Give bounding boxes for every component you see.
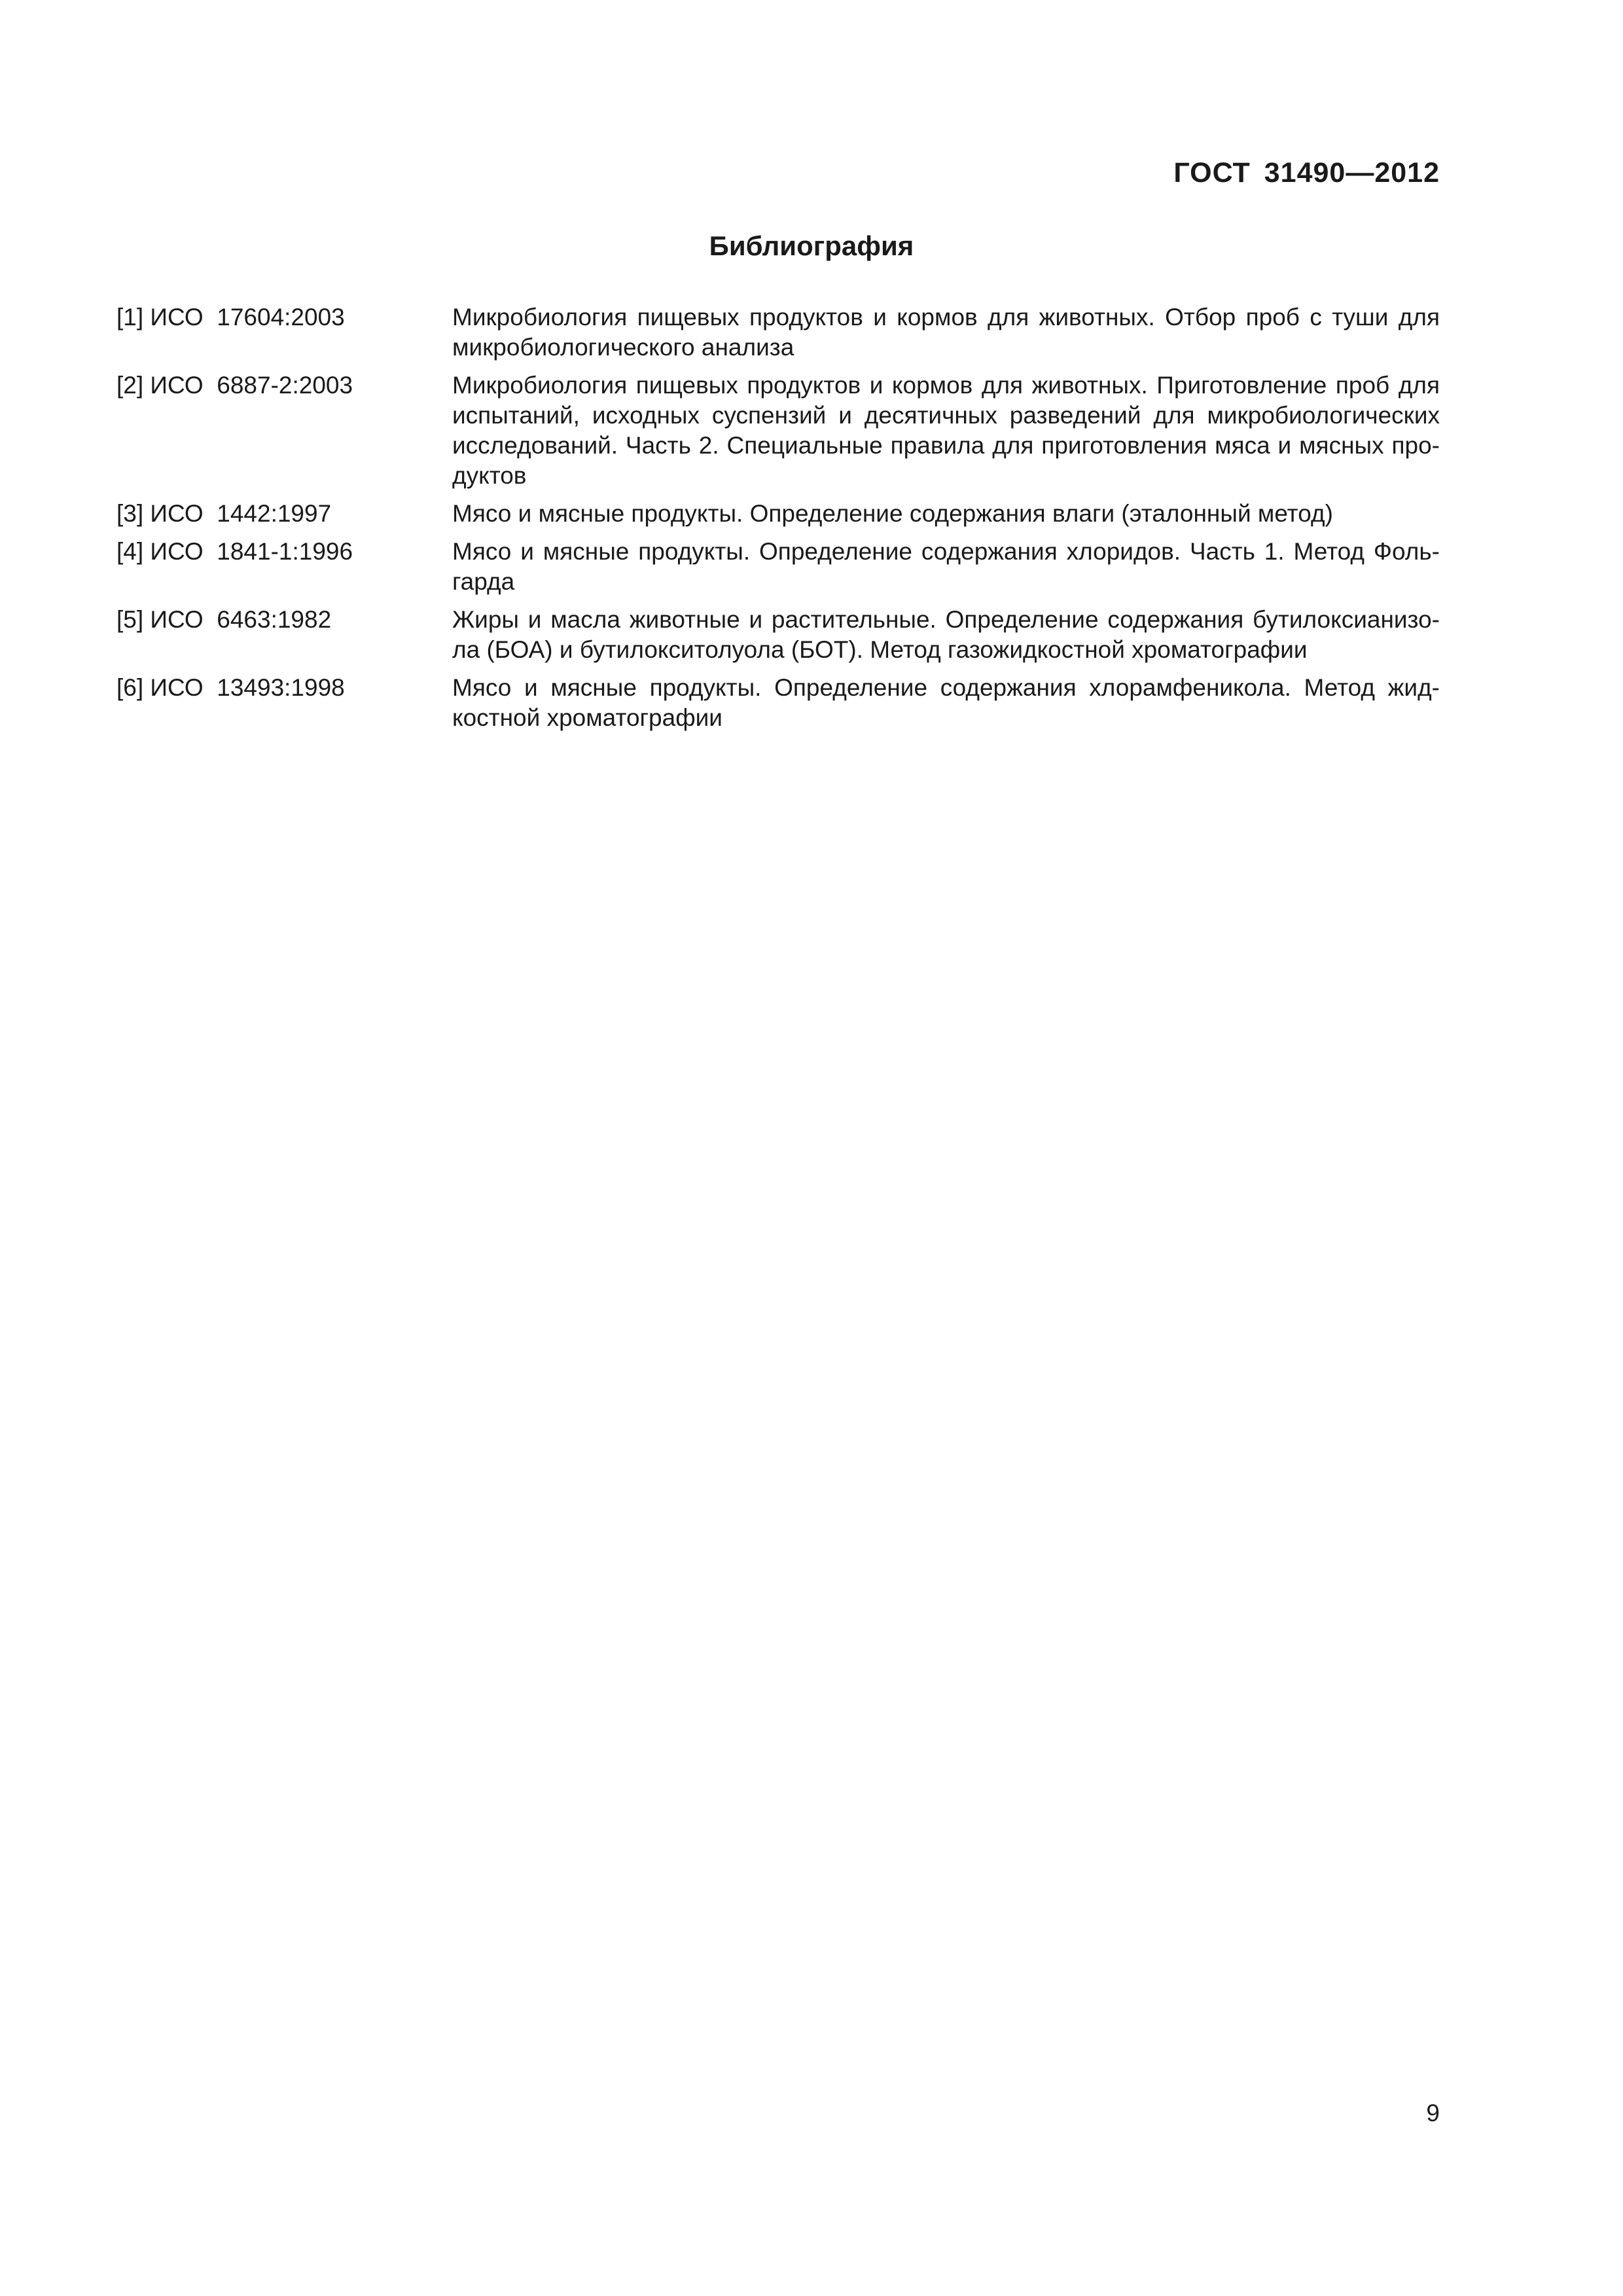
bibliography-ref: [1] ИСО 17604:2003: [116, 304, 345, 331]
bibliography-title: Микробиология пищевых продуктов и кормов для животных. Отбор проб с туши для микробиологического анализа: [452, 304, 1440, 361]
bibliography-title: Жиры и масла животные и растительные. Определение содержания бутилоксианизола (БОА) и бутилокситолуола (БОТ). Метод газожидкостной хроматографии: [452, 606, 1440, 663]
bibliography-ref: [5] ИСО 6463:1982: [116, 606, 332, 633]
page-number: 9: [1426, 2100, 1440, 2126]
bibliography-item-5: [116, 605, 1440, 665]
bibliography-list: [116, 302, 1440, 741]
bibliography-ref: [6] ИСО 13493:1998: [116, 674, 345, 701]
document-header: ГОСТ 31490—2012: [1173, 157, 1440, 188]
bibliography-item-2: [116, 370, 1440, 491]
section-title: Библиография: [709, 230, 914, 261]
bibliography-ref: [4] ИСО 1841-1:1996: [116, 538, 353, 565]
bibliography-ref: [2] ИСО 6887-2:2003: [116, 372, 353, 399]
bibliography-item-3: [116, 499, 1440, 529]
bibliography-title: Мясо и мясные продукты. Определение содержания хлоридов. Часть 1. Метод Фольгарда: [452, 538, 1440, 595]
bibliography-title: Мясо и мясные продукты. Определение содержания влаги (эталонный метод): [452, 500, 1333, 527]
bibliography-title: Мясо и мясные продукты. Определение содержания хлорамфеникола. Метод жидкостной хроматографии: [452, 674, 1440, 731]
bibliography-item-1: [116, 302, 1440, 363]
bibliography-item-4: [116, 537, 1440, 597]
bibliography-ref: [3] ИСО 1442:1997: [116, 500, 332, 527]
bibliography-item-6: [116, 673, 1440, 733]
bibliography-title: Микробиология пищевых продуктов и кормов для животных. Приготовление проб для испытаний, исходных суспензий и десятичных разведений для микробиологических исследований. Часть 2. Специальные правила для приготовления мяса и мясных продуктов: [452, 372, 1440, 489]
